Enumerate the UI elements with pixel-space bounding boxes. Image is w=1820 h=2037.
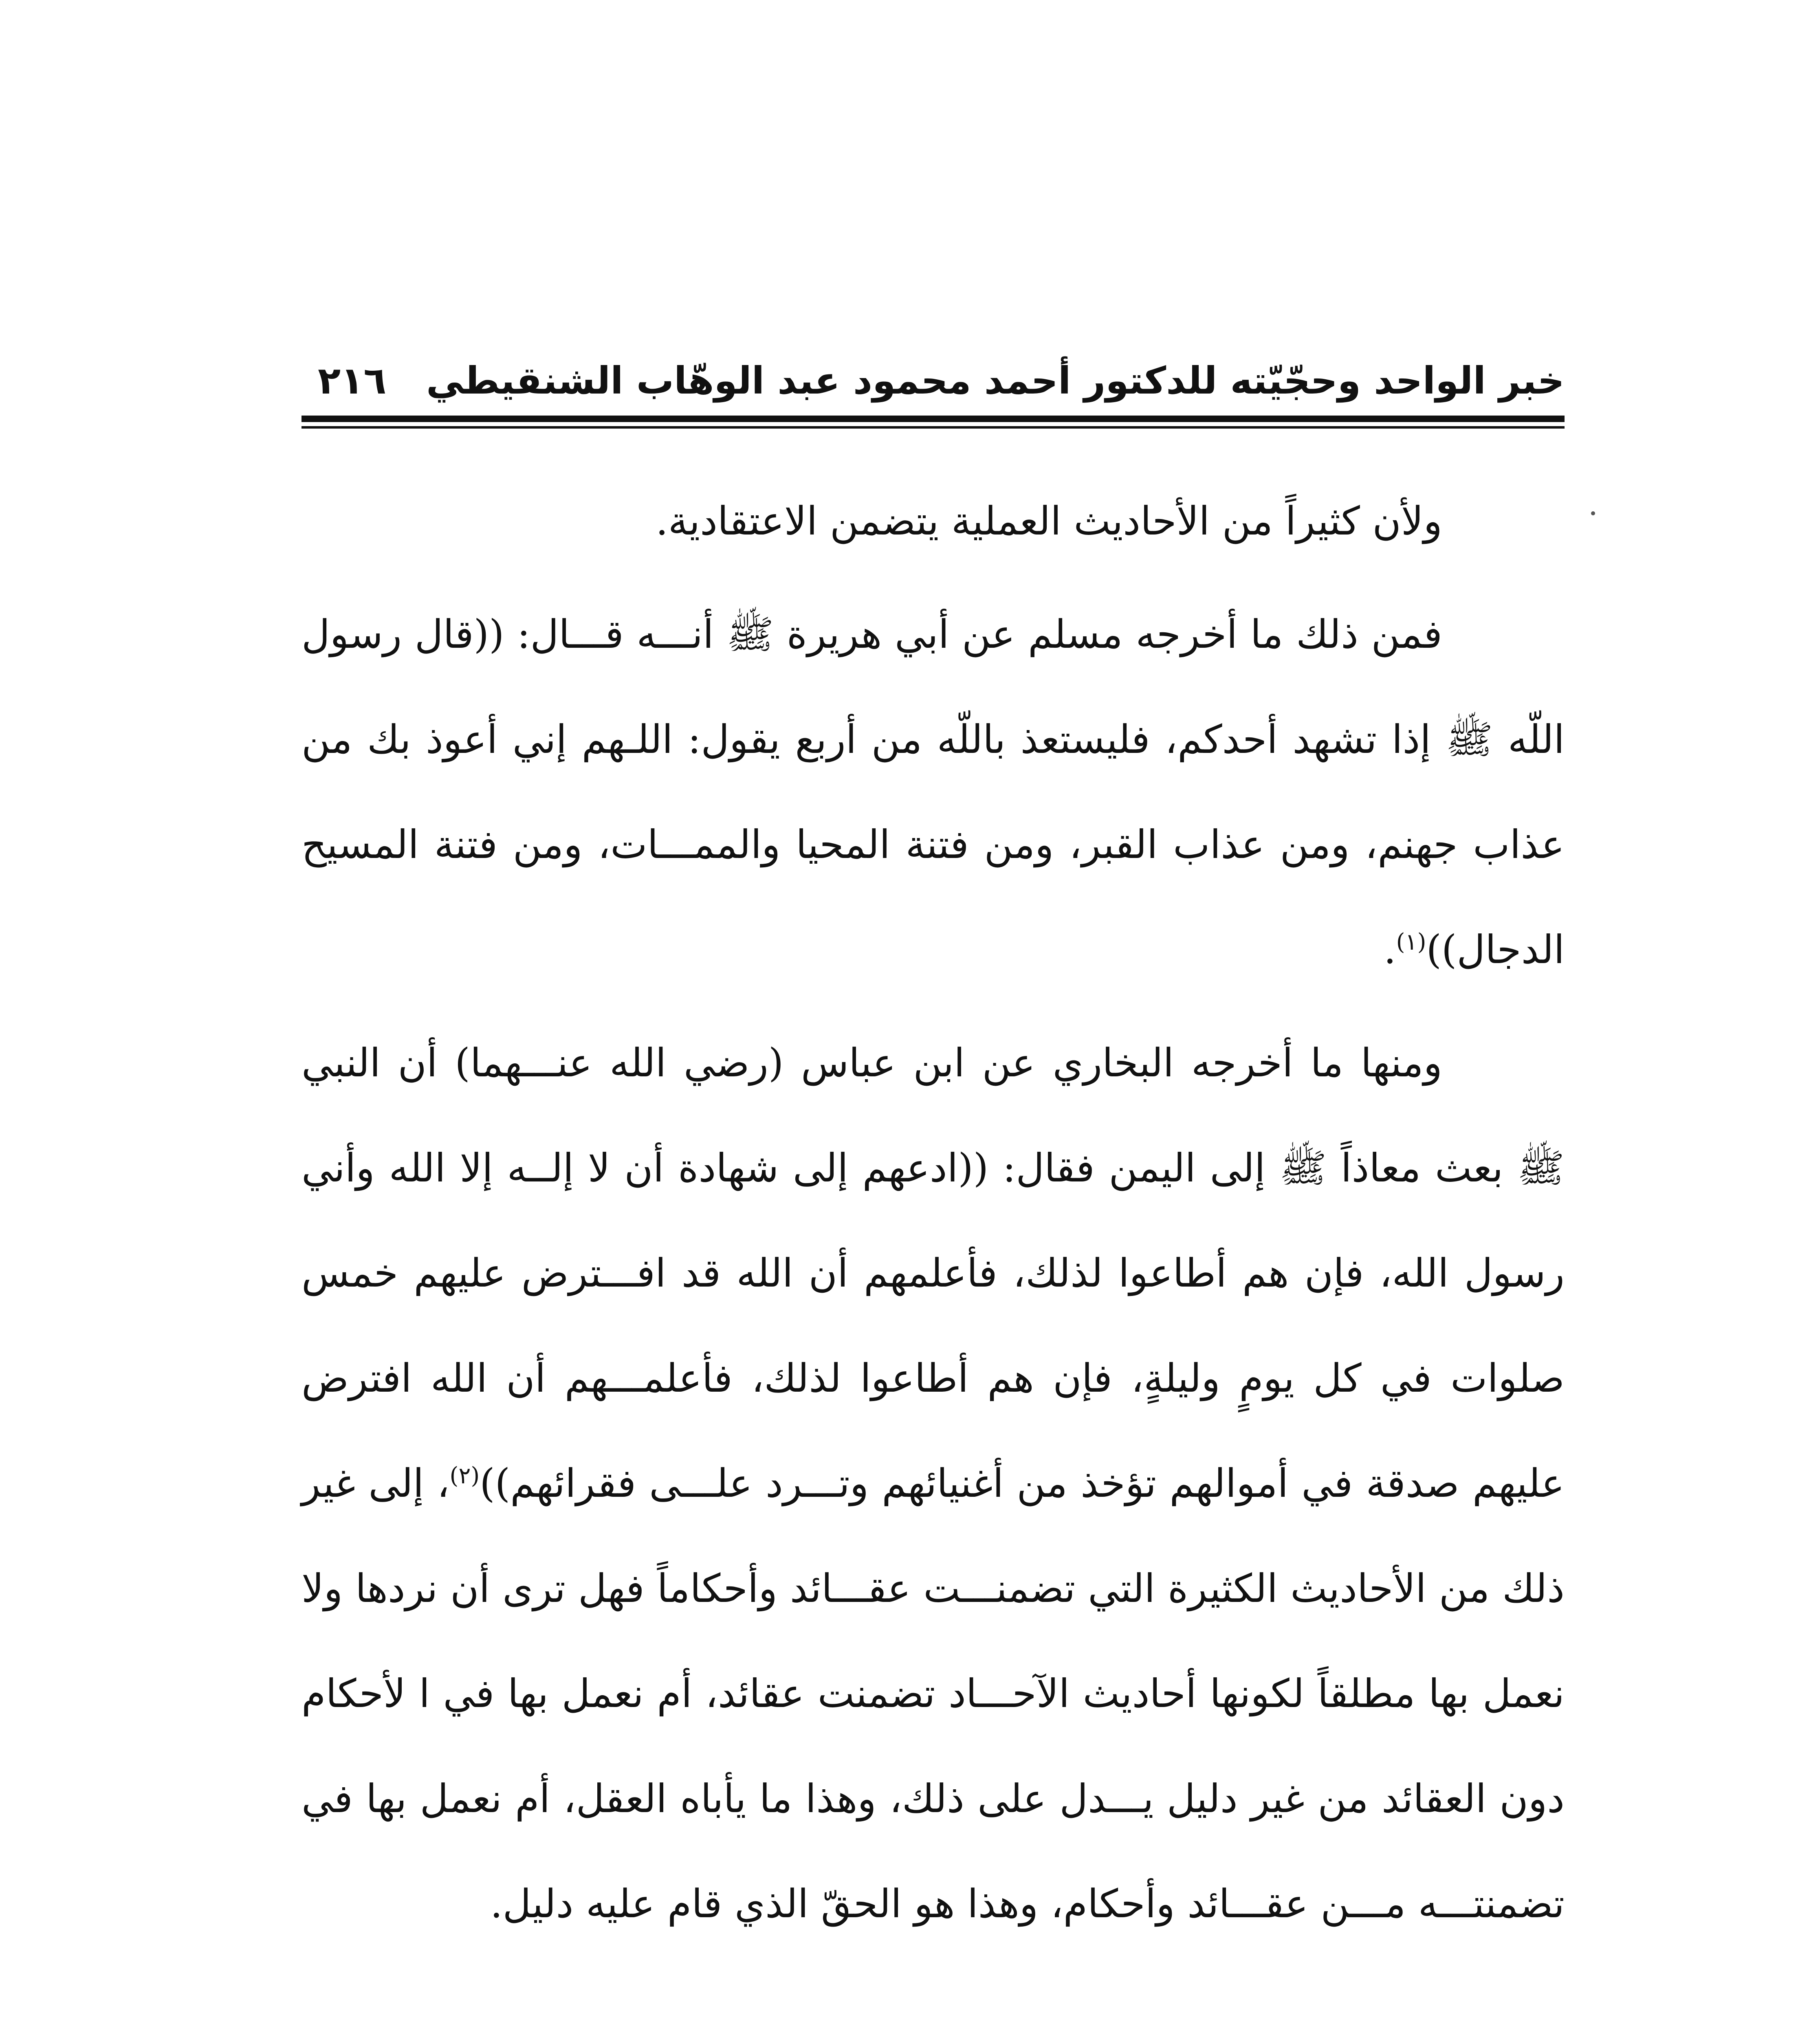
paragraph-1: ولأن كثيراً من الأحاديث العملية يتضمن الاعتقادية. <box>656 498 1442 544</box>
main-text <box>301 469 1565 1956</box>
paragraph-3-text-a: ومنها ما أخرجه البخاري عن ابن عباس (رضي الله عنـــهما) أن النبي ﷺ بعث معاذاً ﷺ إلى اليمن فقال: ((ادعهم إلى شهادة أن لا إلــه إلا الله وأني رسول الله، فإن هم أطاعوا لذلك، فأعلمهم أن الله قد افـــترض عليهم خمس صلوات في كل يومٍ وليلةٍ، فإن هم أطاعوا لذلك، فأعلمـــهم أن الله افترض عليهم صدقة في أموالهم تؤخذ من أغنيائهم وتـــرد علـــى فقرائهم)) <box>301 1040 1565 1506</box>
book-title: خبر الواحد وحجّيّته للدكتور أحمد محمود عبد الوهّاب الشنقيطي <box>426 359 1565 403</box>
paragraph-2-end: . <box>1384 927 1396 972</box>
header-rule-thick <box>301 416 1565 422</box>
paragraph-2-text: فمن ذلك ما أخرجه مسلم عن أبي هريرة ﷺ أنـــه قـــال: ((قال رسول اللّه ﷺ إذا تشهد أحدكم، فليستعذ باللّه من أربع يقول: اللـهم إني أعوذ بك من عذاب جهنم، ومن عذاب القبر، ومن فتنة المحيا والممـــات، ومن فتنة المسيح الدجال)) <box>301 612 1565 972</box>
margin-mark <box>1591 511 1595 515</box>
footnote-ref-2[interactable]: (٢) <box>449 1463 480 1489</box>
paragraph-2 <box>301 582 1565 1002</box>
header-rule-thin <box>301 426 1565 429</box>
paragraph-3 <box>301 1010 1565 1956</box>
footnote-ref-1[interactable]: (١) <box>1396 929 1426 955</box>
page-number: ٢١٦ <box>318 359 387 403</box>
paragraph-3-text-b: ، إلى غير ذلك من الأحاديث الكثيرة التي تضمنـــت عقـــائد وأحكاماً فهل ترى أن نردها ولا نعمل بها مطلقاً لكونها أحاديث الآحـــاد تضمنت عقائد، أم نعمل بها في ا لأحكام دون العقائد من غير دليل يـــدل على ذلك، وهذا ما يأباه العقل، أم نعمل بها في تضمنتـــه مـــن عقـــائد وأحكام، وهذا هو الحقّ الذي قام عليه دليل. <box>301 1461 1565 1927</box>
running-header <box>301 350 1565 416</box>
